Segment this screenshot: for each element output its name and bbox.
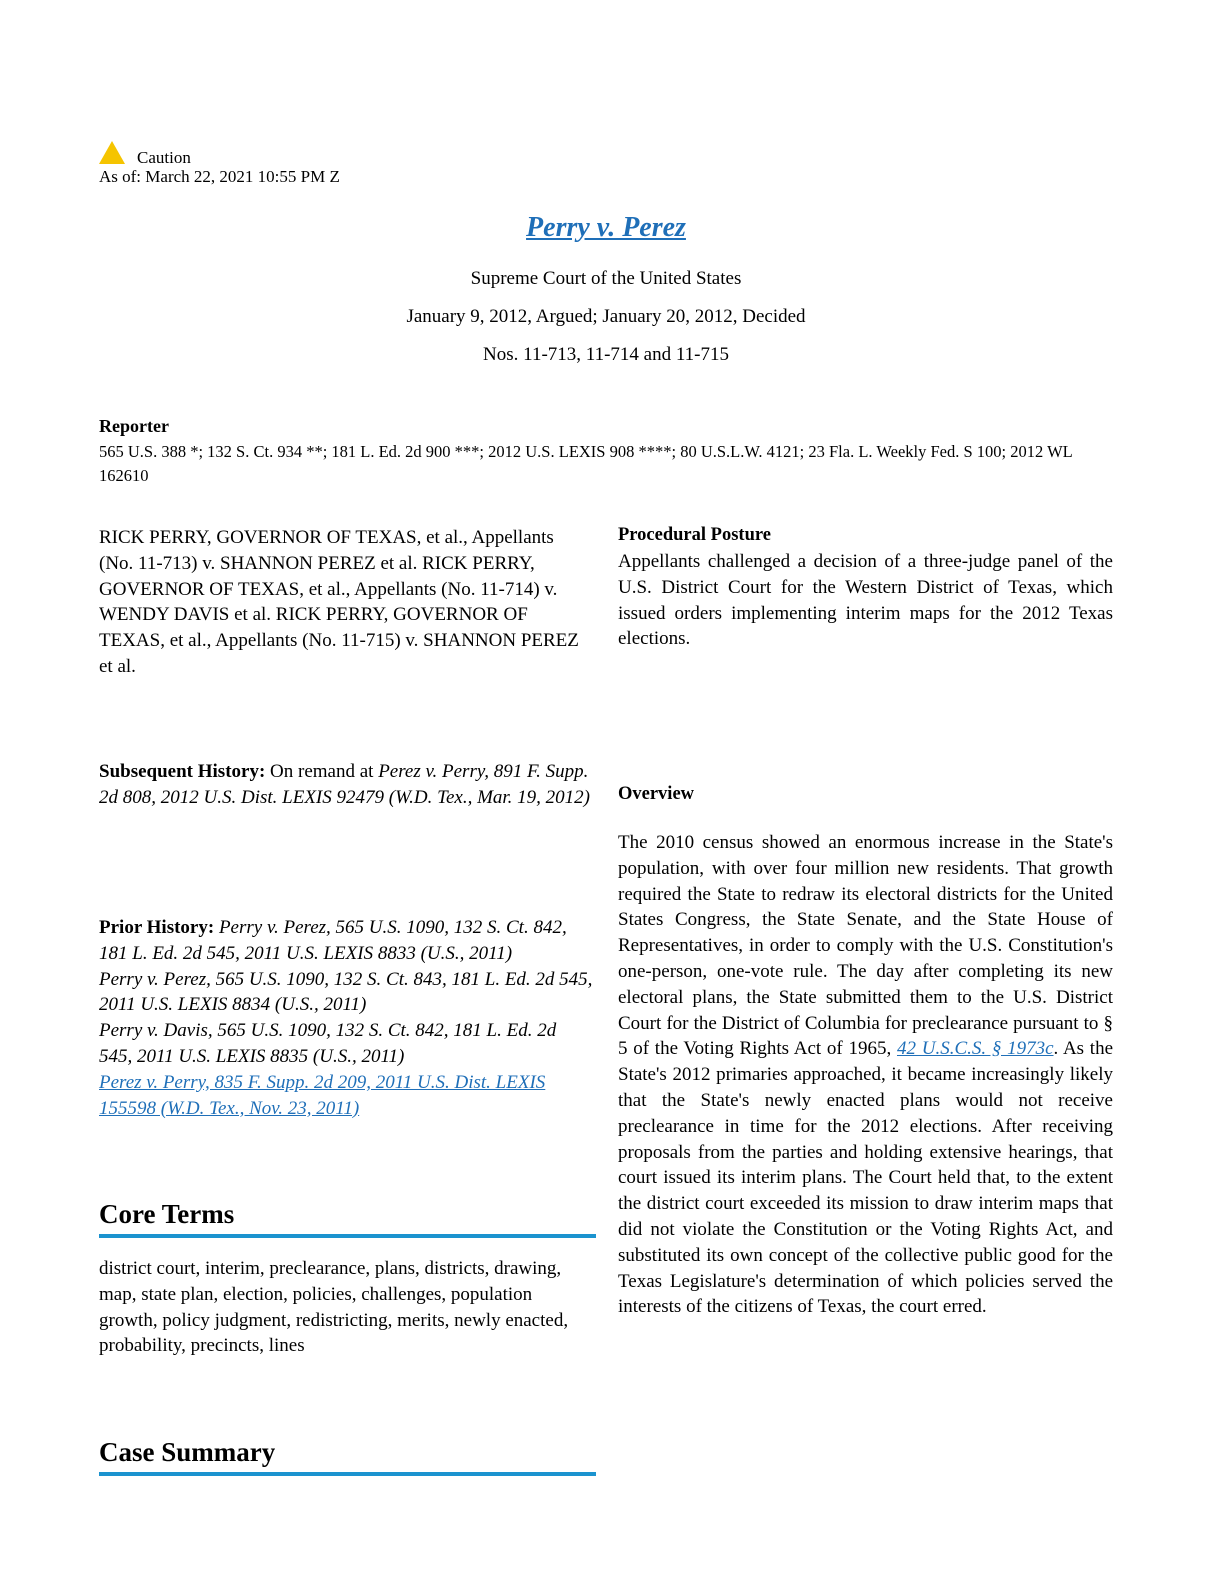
subsequent-history-citation: Perez v. Perry, 891 F. Supp. 2d 808, 2012 U.S. Dist. LEXIS 92479 (W.D. Tex., Mar. 19, 2012) bbox=[99, 761, 591, 808]
subsequent-history-lead: On remand at bbox=[270, 761, 374, 782]
case-dates: January 9, 2012, Argued; January 20, 2012, Decided bbox=[406, 306, 806, 327]
procedural-posture-heading: Procedural Posture bbox=[618, 525, 771, 545]
as-of-timestamp: As of: March 22, 2021 10:55 PM Z bbox=[99, 167, 340, 186]
case-title bbox=[0, 212, 1212, 244]
prior-history-entry: Perry v. Perez, 565 U.S. 1090, 132 S. Ct. 842, 181 L. Ed. 2d 545, 2011 U.S. LEXIS 8833 (U.S., 2011) bbox=[99, 917, 567, 964]
docket-numbers: Nos. 11-713, 11-714 and 11-715 bbox=[483, 344, 729, 365]
court-name: Supreme Court of the United States bbox=[470, 268, 742, 289]
overview-text-part: The 2010 census showed an enormous increase in the State's population, with over four million new residents. That growth required the State to redraw its electoral districts for the United States Congress, the State Senate, and the State House of Representatives, in order to comply with the U.S. Constitution's one-person, one-vote rule. The day after completing its new electoral plans, the State submitted them to the U.S. District Court for the District of Columbia for preclearance pursuant to § 5 of the Voting Rights Act of 1965, bbox=[618, 832, 1113, 1060]
reporter-citations: 565 U.S. 388 *; 132 S. Ct. 934 **; 181 L. Ed. 2d 900 ***; 2012 U.S. LEXIS 908 ****; 80 U.S.L.W. 4121; 23 Fla. L. Weekly Fed. S 100; 2012 WL 162610 bbox=[99, 442, 1073, 485]
case-summary-heading: Case Summary bbox=[99, 1437, 596, 1476]
subsequent-history bbox=[99, 759, 593, 811]
reporter-heading: Reporter bbox=[99, 416, 169, 436]
caution-label: Caution bbox=[137, 148, 191, 167]
prior-history-link[interactable]: Perez v. Perry, 835 F. Supp. 2d 209, 2011 U.S. Dist. LEXIS 155598 (W.D. Tex., Nov. 23, 2011) bbox=[99, 1071, 546, 1119]
prior-history-label: Prior History: bbox=[99, 917, 215, 938]
subsequent-history-label: Subsequent History: bbox=[99, 761, 266, 782]
overview-heading: Overview bbox=[618, 784, 695, 804]
statute-link[interactable]: 42 U.S.C.S. § 1973c bbox=[896, 1038, 1054, 1060]
prior-history-entry: Perry v. Perez, 565 U.S. 1090, 132 S. Ct. 843, 181 L. Ed. 2d 545, 2011 U.S. LEXIS 8834 (U.S., 2011) bbox=[99, 968, 593, 1016]
prior-history-entry: Perry v. Davis, 565 U.S. 1090, 132 S. Ct. 842, 181 L. Ed. 2d 545, 2011 U.S. LEXIS 8835 (U.S., 2011) bbox=[99, 1020, 557, 1067]
overview-text-part: . As the State's 2012 primaries approached, it became increasingly likely that the State's newly enacted plans would not receive preclearance in time for the 2012 elections. After receiving proposals from the parties and holding extensive hearings, that court issued its interim plans. The Court held that, to the extent the district court exceeded its mission to draw interim maps that did not violate the Constitution or the Voting Rights Act, and substituted its own concept of the collective public good for the Texas Legislature's determination of which policies served the interests of the citizens of Texas, the court erred. bbox=[618, 1038, 1114, 1318]
core-terms-heading: Core Terms bbox=[99, 1199, 596, 1238]
case-parties: RICK PERRY, GOVERNOR OF TEXAS, et al., Appellants (No. 11-713) v. SHANNON PEREZ et al. RICK PERRY, GOVERNOR OF TEXAS, et al., Appellants (No. 11-714) v. WENDY DAVIS et al. RICK PERRY, GOVERNOR OF TEXAS, et al., Appellants (No. 11-715) v. SHANNON PEREZ et al. bbox=[99, 527, 579, 677]
case-title-link[interactable]: Perry v. Perez bbox=[526, 212, 686, 243]
core-terms-list: district court, interim, preclearance, plans, districts, drawing, map, state plan, election, policies, challenges, population growth, policy judgment, redistricting, merits, newly enacted, probability, precincts, lines bbox=[99, 1258, 569, 1357]
warning-triangle-icon bbox=[99, 141, 125, 164]
prior-history bbox=[99, 915, 593, 1121]
overview-text bbox=[618, 830, 1113, 1320]
procedural-posture-text: Appellants challenged a decision of a three-judge panel of the U.S. District Court for the Western District of Texas, which issued orders implementing interim maps for the 2012 Texas elections. bbox=[618, 551, 1113, 650]
